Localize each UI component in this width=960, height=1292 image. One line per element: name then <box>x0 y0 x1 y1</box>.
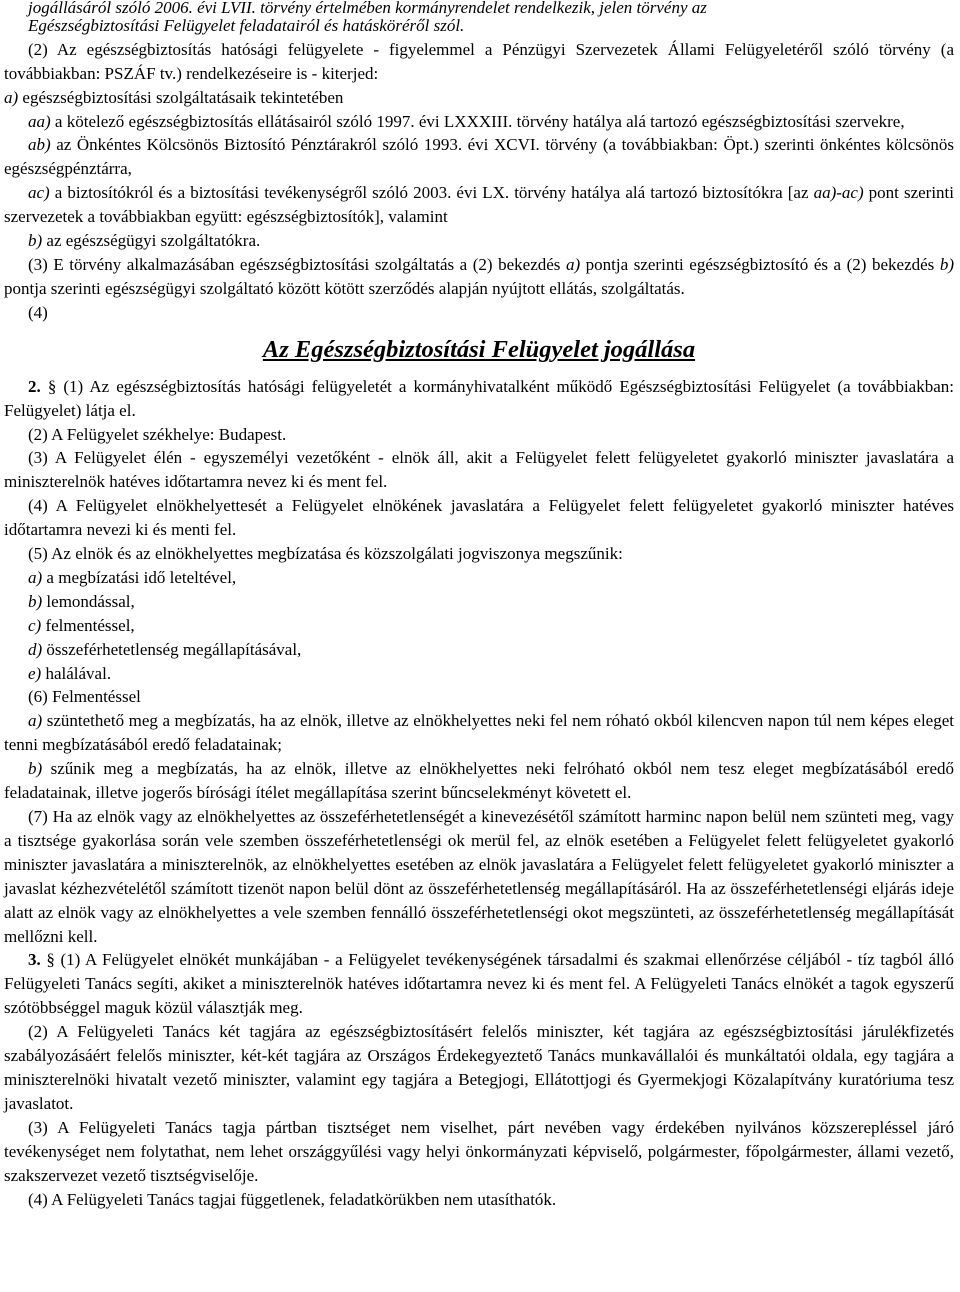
point-text: összeférhetetlenség megállapításával, <box>42 639 302 659</box>
paragraph-text: § (1) Az egészségbiztosítás hatósági felügyeletét a kormányhivatalként működő Egészségbiztosítási Felügyelet (a továbbiakban: Felügyelet) látja el. <box>4 376 954 420</box>
point-label: b) <box>28 759 43 779</box>
point-a <box>4 86 954 110</box>
point-label: d) <box>28 639 43 659</box>
point-reference: aa)-ac) <box>813 183 864 203</box>
point-ac <box>4 181 954 229</box>
continuation-line: jogállásáról szóló 2006. évi LVII. törvény értelmében kormányrendelet rendelkezik, jelen törvény az <box>28 0 707 17</box>
point-text: halálával. <box>41 663 112 683</box>
point-b <box>4 229 954 253</box>
paragraph-1-3 <box>4 253 954 301</box>
point-ab <box>4 133 954 181</box>
point-label: ac) <box>28 183 50 203</box>
list-item-a <box>4 566 954 590</box>
point-text: az Önkéntes Kölcsönös Biztosító Pénztárakról szóló 1993. évi XCVI. törvény (a továbbiakban: Öpt.) szerinti önkéntes kölcsönös egészségpénztárra, <box>4 135 954 179</box>
section-2-paragraph-1 <box>4 375 954 423</box>
point-label: aa) <box>28 111 51 131</box>
section-2-paragraph-6: (6) Felmentéssel <box>28 687 141 707</box>
point-aa <box>4 110 954 134</box>
point-label: b) <box>28 231 43 251</box>
point-text: a kötelező egészségbiztosítás ellátásairól szóló 1997. évi LXXXIII. törvény hatálya alá tartozó egészségbiztosítási szervekre, <box>50 111 905 131</box>
list-item-c <box>4 614 954 638</box>
point-label: c) <box>28 615 42 635</box>
paragraph-1-2: (2) Az egészségbiztosítás hatósági felügyelete - figyelemmel a Pénzügyi Szervezetek Állami Felügyeletéről szóló törvény (a továbbiakban: PSZÁF tv.) rendelkezéseire is - kiterjed: <box>4 39 954 83</box>
paragraph-1-4: (4) <box>28 302 48 322</box>
section-2-paragraph-2: (2) A Felügyelet székhelye: Budapest. <box>28 424 287 444</box>
section-number: 2. <box>28 376 41 396</box>
section-3-paragraph-2: (2) A Felügyeleti Tanács két tagjára az egészségbiztosításért felelős miniszter, két tagjára az egészségbiztosítási járulékfizetés szabályozásáért felelős miniszter, két-két tagjára az Országos Érdekegyeztető Tanács munkavállalói és munkáltatói oldala, egy tagjára a miniszterelnöki hivatalt vezető miniszter, valamint egy tagjára a Betegjogi, Ellátottjogi és Gyermekjogi Közalapítvány kuratóriuma tesz javaslatot. <box>4 1022 954 1113</box>
point-text: az egészségügyi szolgáltatókra. <box>42 231 261 251</box>
section-3-paragraph-3: (3) A Felügyeleti Tanács tagja pártban tisztséget nem viselhet, párt nevében vagy érdekében nyilvános közszerepléssel járó tevékenységet nem folytathat, nem lehet országgyűlési vagy helyi önkormányzati képviselő, polgármester, főpolgármester, állami vezető, szakszervezet vezető tisztségviselője. <box>4 1117 954 1185</box>
paragraph-text: (3) E törvény alkalmazásában egészségbiztosítási szolgáltatás a (2) bekezdés <box>28 254 566 274</box>
point-label: a) <box>28 567 43 587</box>
list-item-d <box>4 638 954 662</box>
section-2-paragraph-5: (5) Az elnök és az elnökhelyettes megbízatása és közszolgálati jogviszonya megszűnik: <box>28 544 623 564</box>
point-text-tail: pont szerinti szervezetek a továbbiakban együtt: egészségbiztosítók], valamint <box>4 183 955 227</box>
point-label: a) <box>4 87 19 107</box>
point-text: felmentéssel, <box>41 615 135 635</box>
section-number: 3. <box>28 950 41 970</box>
section-2-paragraph-7: (7) Ha az elnök vagy az elnökhelyettes az összeférhetetlenségét a kinevezésétől számított harminc napon belül nem szünteti meg, vagy a tisztsége gyakorlása során vele szemben összeférhetetlenségi ok merül fel, az elnök esetében a Felügyelet felett felügyeletet gyakorló miniszter javaslatára a miniszterelnök, az elnökhelyettes esetében az elnök javaslatára a Felügyelet felett felügyeletet gyakorló miniszter a javaslat kézhezvételétől számított tizenöt napon belül dönt az összeférhetetlenség megállapításáról. Ha az összeférhetetlenségi eljárás ideje alatt az elnök vagy az elnökhelyettes a vele szemben fennálló összeférhetetlenségi okot megszünteti, az összeférhetetlenség megállapítását mellőzni kell. <box>4 807 954 946</box>
list-item-b <box>4 590 954 614</box>
paragraph-text: pontja szerinti egészségbiztosító és a (2) bekezdés <box>580 254 940 274</box>
section-3-paragraph-1 <box>4 948 954 1020</box>
section-heading: Az Egészségbiztosítási Felügyelet jogállása <box>262 335 696 363</box>
point-reference: a) <box>565 254 581 274</box>
section-2-paragraph-3: (3) A Felügyelet élén - egyszemélyi vezetőként - elnök áll, akit a Felügyelet felett felügyeletet gyakorló miniszter javaslatára a miniszterelnök hatéves időtartamra nevez ki és ment fel. <box>4 448 954 492</box>
paragraph-text: pontja szerinti egészségügyi szolgáltató között kötött szerződés alapján nyújtott ellátás, szolgáltatás. <box>4 278 685 298</box>
continuation-line-2: Egészségbiztosítási Felügyelet feladatairól és hatásköréről szól. <box>28 15 465 35</box>
point-text: lemondással, <box>42 591 135 611</box>
section-3-paragraph-4: (4) A Felügyeleti Tanács tagjai függetlenek, feladatkörükben nem utasíthatók. <box>28 1189 557 1209</box>
point-label: ab) <box>28 135 51 155</box>
point-label: b) <box>28 591 43 611</box>
paragraph-text: § (1) A Felügyelet elnökét munkájában - a Felügyelet tevékenységének társadalmi és szakmai ellenőrzése céljából - tíz tagból álló Felügyeleti Tanács segíti, akiket a miniszterelnök hatéves időtartamra nevez ki és ment fel. A Felügyeleti Tanács elnökét a tagok egyszerű szótöbbséggel maguk közül választják meg. <box>4 950 954 1018</box>
list-item-6b <box>4 757 954 805</box>
point-label: a) <box>28 711 43 731</box>
point-text: egészségbiztosítási szolgáltatásaik tekintetében <box>18 87 344 107</box>
point-text: a megbízatási idő leteltével, <box>42 567 237 587</box>
section-2-paragraph-4: (4) A Felügyelet elnökhelyettesét a Felügyelet elnökének javaslatára a Felügyelet felett felügyeletet gyakorló miniszter hatéves időtartamra nevezi ki és menti fel. <box>4 496 954 540</box>
list-item-6a <box>4 709 954 757</box>
point-label: e) <box>28 663 42 683</box>
list-item-e <box>4 662 954 686</box>
point-text: szűnik meg a megbízatás, ha az elnök, illetve az elnökhelyettes neki felróható okból nem tesz eleget megbízatásából eredő feladatainak, illetve jogerős bírósági ítélet megállapítása szerint bűncselekményt követett el. <box>4 759 954 803</box>
point-text: a biztosítókról és a biztosítási tevékenységről szóló 2003. évi LX. törvény hatálya alá tartozó biztosítókra [az <box>49 183 814 203</box>
point-reference: b) <box>939 254 954 274</box>
point-text: szüntethető meg a megbízatás, ha az elnök, illetve az elnökhelyettes neki fel nem róható okból kilencven napon túl nem képes eleget tenni megbízatásából eredő feladatainak; <box>4 711 954 755</box>
